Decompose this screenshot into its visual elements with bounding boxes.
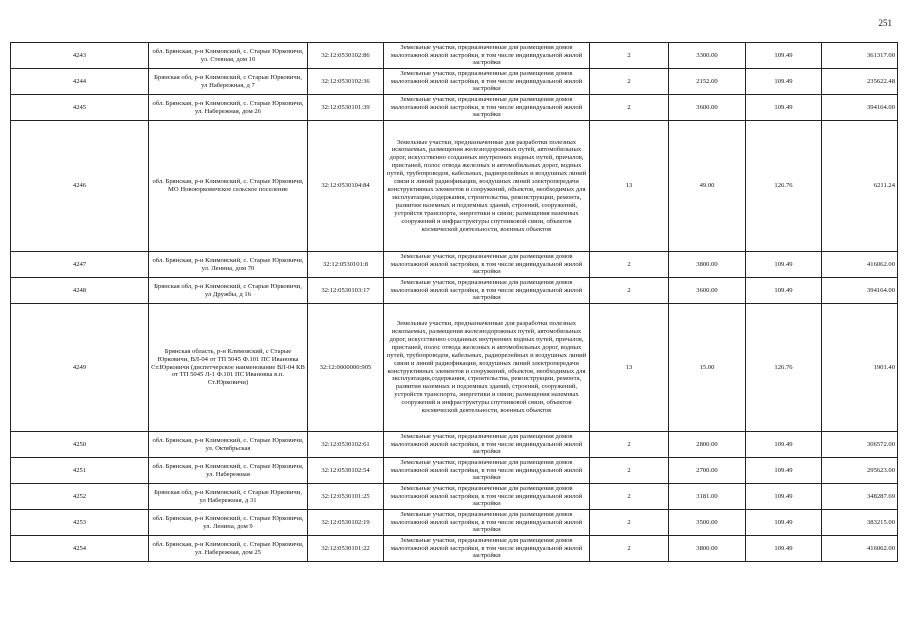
rate-cell: 109.49 bbox=[746, 43, 822, 69]
group-cell: 2 bbox=[590, 510, 669, 536]
cadastral-number-cell: 32:12:0000000:905 bbox=[308, 304, 384, 432]
row-number-cell: 4246 bbox=[11, 121, 149, 252]
land-use-cell: Земельные участки, предназначенные для размещения домов малоэтажной жилой застройки, в том числе индивидуальной жилой застройки bbox=[384, 432, 590, 458]
group-cell: 2 bbox=[590, 95, 669, 121]
cadastral-number-cell: 32:12:0530102:19 bbox=[308, 510, 384, 536]
table-row bbox=[11, 121, 898, 252]
group-cell: 2 bbox=[590, 252, 669, 278]
row-number-cell: 4243 bbox=[11, 43, 149, 69]
cadastral-number-cell: 32:12:0530102:61 bbox=[308, 432, 384, 458]
area-cell: 3300.00 bbox=[669, 43, 746, 69]
cadastral-value-cell: 394164.00 bbox=[822, 95, 898, 121]
row-number-cell: 4251 bbox=[11, 458, 149, 484]
rate-cell: 109.49 bbox=[746, 536, 822, 562]
land-use-cell: Земельные участки, предназначенные для размещения домов малоэтажной жилой застройки, в том числе индивидуальной жилой застройки bbox=[384, 536, 590, 562]
group-cell: 2 bbox=[590, 432, 669, 458]
address-cell: Брянская обл, р-н Климовский, с Старые Юрковичи, ул Набережная, д 31 bbox=[149, 484, 308, 510]
group-cell: 2 bbox=[590, 43, 669, 69]
land-use-cell: Земельные участки, предназначенные для размещения домов малоэтажной жилой застройки, в том числе индивидуальной жилой застройки bbox=[384, 252, 590, 278]
table-row bbox=[11, 536, 898, 562]
table-row bbox=[11, 278, 898, 304]
land-use-cell: Земельные участки, предназначенные для размещения домов малоэтажной жилой застройки, в том числе индивидуальной жилой застройки bbox=[384, 458, 590, 484]
rate-cell: 109.49 bbox=[746, 95, 822, 121]
row-number-cell: 4247 bbox=[11, 252, 149, 278]
address-cell: обл. Брянская, р-н Климовский, с. Старые Юрковичи, ул. Ленина, дом 70 bbox=[149, 252, 308, 278]
address-cell: обл. Брянская, р-н Климовский, с. Старые Юрковичи, ул. Набережная, дом 26 bbox=[149, 95, 308, 121]
group-cell: 13 bbox=[590, 304, 669, 432]
area-cell: 3181.00 bbox=[669, 484, 746, 510]
table-row bbox=[11, 69, 898, 95]
row-number-cell: 4254 bbox=[11, 536, 149, 562]
land-use-cell: Земельные участки, предназначенные для разработки полезных ископаемых, размещения железнодорожных путей, автомобильных дорог, искусственно созданных внутренних водных путей, причалов, пристаней, полос отвода железных и автомобильных дорог, водных путей, трубопроводов, кабельных, радиорелейных и воздушных линий связи и линий радиофикации, воздушных линий электропередачи конструктивных элементов и сооружений, объектов, необходимых для эксплуатации,содержания, строительства, реконструкции, ремонта, развития наземных и подземных зданий, строений, сооружений, устройств транспорта, энергетики и связи; размещения наземных сооружений и инфраструктуры спутниковой связи, объектов космической деятельности, военных объектов bbox=[384, 121, 590, 252]
land-use-cell: Земельные участки, предназначенные для разработки полезных ископаемых, размещения железнодорожных путей, автомобильных дорог, искусственно созданных внутренних водных путей, причалов, пристаней, полос отвода железных и автомобильных дорог, водных путей, трубопроводов, кабельных, радиорелейных и воздушных линий связи и линий радиофикации, воздушных линий электропередачи конструктивных элементов и сооружений, объектов, необходимых для эксплуатации,содержания, строительства, реконструкции, ремонта, развития наземных и подземных зданий, строений, сооружений, устройств транспорта, энергетики и связи; размещения наземных сооружений и инфраструктуры спутниковой связи, объектов космической деятельности, военных объектов bbox=[384, 304, 590, 432]
rate-cell: 126.76 bbox=[746, 121, 822, 252]
address-cell: обл. Брянская, р-н Климовский, с. Старые Юрковичи, ул. Октябрьская bbox=[149, 432, 308, 458]
row-number-cell: 4253 bbox=[11, 510, 149, 536]
cadastral-value-cell: 383215.00 bbox=[822, 510, 898, 536]
cadastral-number-cell: 32:12:0530102:36 bbox=[308, 69, 384, 95]
land-use-cell: Земельные участки, предназначенные для размещения домов малоэтажной жилой застройки, в том числе индивидуальной жилой застройки bbox=[384, 510, 590, 536]
group-cell: 2 bbox=[590, 536, 669, 562]
rate-cell: 109.49 bbox=[746, 484, 822, 510]
cadastral-value-cell: 416062.00 bbox=[822, 536, 898, 562]
cadastral-value-cell: 348287.69 bbox=[822, 484, 898, 510]
area-cell: 3600.00 bbox=[669, 278, 746, 304]
row-number-cell: 4245 bbox=[11, 95, 149, 121]
rate-cell: 109.49 bbox=[746, 432, 822, 458]
address-cell: обл. Брянская, р-н Климовский, с. Старые Юрковичи, ул. Ленина, дом 9 bbox=[149, 510, 308, 536]
cadastral-value-cell: 6211.24 bbox=[822, 121, 898, 252]
area-cell: 2700.00 bbox=[669, 458, 746, 484]
cadastral-number-cell: 32:12:0530103:17 bbox=[308, 278, 384, 304]
address-cell: обл. Брянская, р-н Климовский, с. Старые Юрковичи, ул. Набережная, дом 25 bbox=[149, 536, 308, 562]
rate-cell: 109.49 bbox=[746, 69, 822, 95]
cadastral-number-cell: 32:12:0530101:22 bbox=[308, 536, 384, 562]
cadastral-number-cell: 32:12:0530104:84 bbox=[308, 121, 384, 252]
row-number-cell: 4252 bbox=[11, 484, 149, 510]
group-cell: 2 bbox=[590, 278, 669, 304]
land-register-table bbox=[10, 42, 898, 562]
address-cell: обл. Брянская, р-н Климовский, с. Старые Юрковичи, ул. Набережная bbox=[149, 458, 308, 484]
cadastral-number-cell: 32:12:0530102:54 bbox=[308, 458, 384, 484]
group-cell: 2 bbox=[590, 69, 669, 95]
group-cell: 2 bbox=[590, 484, 669, 510]
area-cell: 3600.00 bbox=[669, 95, 746, 121]
row-number-cell: 4244 bbox=[11, 69, 149, 95]
area-cell: 2800.00 bbox=[669, 432, 746, 458]
cadastral-number-cell: 32:12:0530101:8 bbox=[308, 252, 384, 278]
row-number-cell: 4249 bbox=[11, 304, 149, 432]
cadastral-value-cell: 235622.48 bbox=[822, 69, 898, 95]
rate-cell: 109.49 bbox=[746, 252, 822, 278]
table-row bbox=[11, 510, 898, 536]
table-row bbox=[11, 432, 898, 458]
table-row bbox=[11, 252, 898, 278]
land-use-cell: Земельные участки, предназначенные для размещения домов малоэтажной жилой застройки, в том числе индивидуальной жилой застройки bbox=[384, 278, 590, 304]
table-row bbox=[11, 43, 898, 69]
area-cell: 15.00 bbox=[669, 304, 746, 432]
rate-cell: 109.49 bbox=[746, 458, 822, 484]
page-number: 251 bbox=[878, 18, 892, 28]
land-use-cell: Земельные участки, предназначенные для размещения домов малоэтажной жилой застройки, в том числе индивидуальной жилой застройки bbox=[384, 69, 590, 95]
address-cell: Брянская область, р-н Климовский, с Старые Юрковичи, ВЛ-04 от ТП 5045 Ф.101 ПС Ивановка Ст.Юрковичи (диспетчерское наименование ВЛ-04 КВ от ТП 5045 Л-1 Ф.101 ПС Ивановка в.п. Ст.Юрковичи) bbox=[149, 304, 308, 432]
rate-cell: 126.76 bbox=[746, 304, 822, 432]
cadastral-value-cell: 306572.00 bbox=[822, 432, 898, 458]
land-use-cell: Земельные участки, предназначенные для размещения домов малоэтажной жилой застройки, в том числе индивидуальной жилой застройки bbox=[384, 484, 590, 510]
row-number-cell: 4250 bbox=[11, 432, 149, 458]
area-cell: 49.00 bbox=[669, 121, 746, 252]
area-cell: 3500.00 bbox=[669, 510, 746, 536]
address-cell: обл. Брянская, р-н Климовский, с. Старые Юрковичи, МО Новоюрковичское сельское поселение bbox=[149, 121, 308, 252]
cadastral-number-cell: 32:12:0530101:25 bbox=[308, 484, 384, 510]
address-cell: обл. Брянская, р-н Климовский, с. Старые Юрковичи, ул. Стевная, дом 10 bbox=[149, 43, 308, 69]
table-row bbox=[11, 95, 898, 121]
cadastral-value-cell: 295623.00 bbox=[822, 458, 898, 484]
address-cell: Брянская обл, р-н Климовский, с Старые Юрковичи, ул Набережная, д 7 bbox=[149, 69, 308, 95]
area-cell: 3800.00 bbox=[669, 536, 746, 562]
rate-cell: 109.49 bbox=[746, 278, 822, 304]
group-cell: 13 bbox=[590, 121, 669, 252]
area-cell: 3800.00 bbox=[669, 252, 746, 278]
cadastral-number-cell: 32:12:0530102:86 bbox=[308, 43, 384, 69]
address-cell: Брянская обл, р-н Климовский, с Старые Юрковичи, ул Дружбы, д 16 bbox=[149, 278, 308, 304]
table-row bbox=[11, 304, 898, 432]
row-number-cell: 4248 bbox=[11, 278, 149, 304]
cadastral-value-cell: 394164.00 bbox=[822, 278, 898, 304]
cadastral-value-cell: 416062.00 bbox=[822, 252, 898, 278]
land-use-cell: Земельные участки, предназначенные для размещения домов малоэтажной жилой застройки, в том числе индивидуальной жилой застройки bbox=[384, 95, 590, 121]
cadastral-value-cell: 1901.40 bbox=[822, 304, 898, 432]
cadastral-number-cell: 32:12:0530101:39 bbox=[308, 95, 384, 121]
area-cell: 2152.00 bbox=[669, 69, 746, 95]
group-cell: 2 bbox=[590, 458, 669, 484]
rate-cell: 109.49 bbox=[746, 510, 822, 536]
table-row bbox=[11, 484, 898, 510]
land-use-cell: Земельные участки, предназначенные для размещения домов малоэтажной жилой застройки, в том числе индивидуальной жилой застройки bbox=[384, 43, 590, 69]
cadastral-value-cell: 361317.00 bbox=[822, 43, 898, 69]
table-row bbox=[11, 458, 898, 484]
